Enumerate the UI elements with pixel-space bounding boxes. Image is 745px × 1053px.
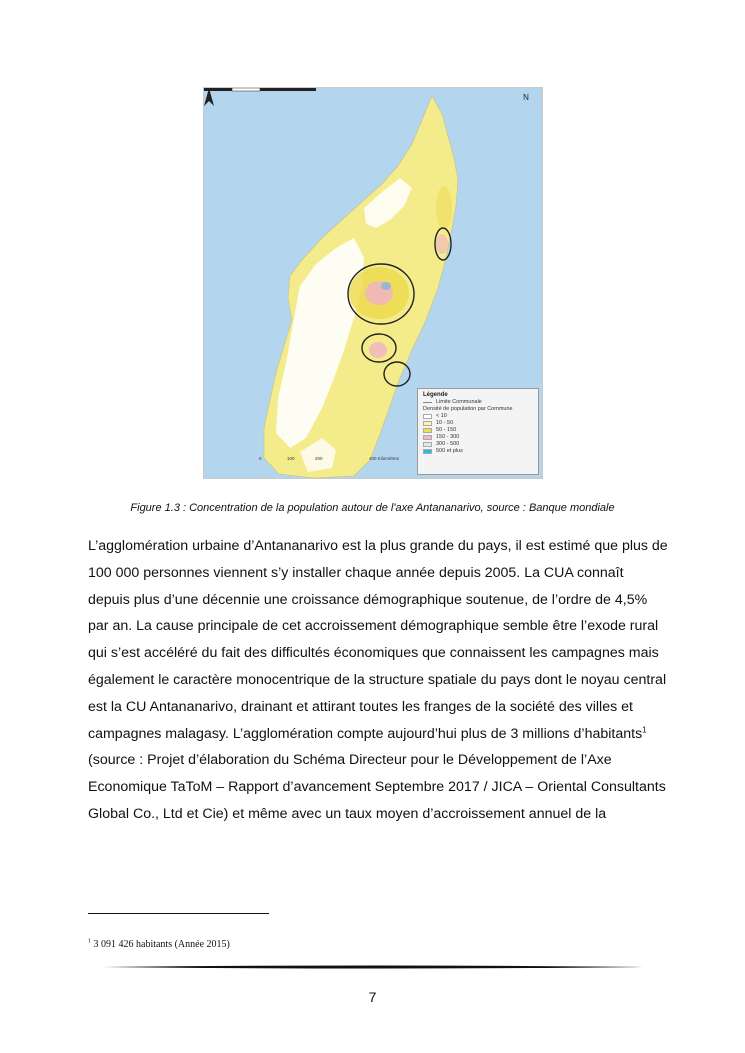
- legend-subtitle: Densité de population par Commune: [423, 406, 513, 412]
- scale-tick-200: 200: [315, 456, 323, 461]
- figure-caption: Figure 1.3 : Concentration de la population autour de l'axe Antananarivo, source : Banque mondiale: [130, 502, 615, 514]
- map-legend: [417, 388, 539, 475]
- legend-swatch: [423, 414, 432, 419]
- body-paragraph: [88, 533, 668, 828]
- scale-tick-0: 0: [259, 456, 262, 461]
- legend-class-row: [423, 413, 533, 420]
- body-text-part-2: (source : Projet d’élaboration du Schéma Directeur pour le Développement de l’Axe Economique TaToM – Rapport d’avancement Septembre 2017 / JICA – Oriental Consultants Global Co., Ltd et Cie) et même avec un taux moyen d’accroissement annuel de la: [88, 752, 666, 822]
- legend-swatch: [423, 421, 432, 426]
- footnote-number: 1: [88, 938, 91, 945]
- footnote: [88, 939, 230, 950]
- legend-class-label: 300 - 500: [436, 441, 460, 447]
- legend-line-swatch: [423, 402, 432, 403]
- legend-class-label: 50 - 150: [436, 427, 457, 433]
- legend-swatch: [423, 442, 432, 447]
- legend-line-item: [423, 399, 533, 406]
- legend-class-row: [423, 434, 533, 441]
- footnote-text: 3 091 426 habitants (Année 2015): [91, 939, 230, 950]
- legend-class-label: 150 - 300: [436, 434, 460, 440]
- legend-class-label: < 10: [436, 413, 447, 419]
- legend-line-label: Limite Communale: [436, 399, 482, 405]
- madagascar-density-map: [203, 87, 543, 479]
- legend-class-row: [423, 441, 533, 448]
- legend-class-label: 10 - 50: [436, 420, 454, 426]
- antananarivo-center-marker: [381, 282, 391, 290]
- legend-swatch: [423, 435, 432, 440]
- scale-tick-400: 400 Kilomètres: [369, 456, 400, 461]
- legend-swatch: [423, 428, 432, 433]
- toamasina-density-marker: [436, 234, 448, 254]
- scale-bar: [204, 88, 324, 92]
- footnote-separator: [88, 913, 269, 914]
- antsirabe-density-marker: [369, 342, 387, 358]
- legend-class-row: [423, 427, 533, 434]
- body-text-part-1: L’agglomération urbaine d’Antananarivo est la plus grande du pays, il est estimé que plus de 100 000 personnes viennent s’y installer chaque année depuis 2005. La CUA connaît depuis plus d’une décennie une croissance démographique soutenue, de l’ordre de 4,5% par an. La cause principale de cet accroissement démographique semble être l’exode rural qui s’est accéléré du fait des difficultés économiques que connaissent les campagnes mais également le caractère monocentrique de la structure spatiale du pays dont le noyau central est la CU Antananarivo, drainant et attirant toutes les franges de la société des villes et campagnes malagasy. L’agglomération compte aujourd’hui plus de 3 millions d’habitants: [88, 538, 668, 742]
- legend-title: Légende: [423, 392, 448, 398]
- footnote-reference[interactable]: 1: [642, 724, 647, 734]
- legend-class-row: [423, 448, 533, 455]
- legend-swatch: [423, 449, 432, 454]
- legend-class-row: [423, 420, 533, 427]
- decorative-divider: [103, 963, 643, 971]
- east-coast-density: [436, 186, 452, 230]
- page-number: 7: [368, 989, 377, 1005]
- scale-tick-100: 100: [287, 456, 295, 461]
- north-label: N: [523, 93, 529, 102]
- legend-class-label: 500 et plus: [436, 448, 463, 454]
